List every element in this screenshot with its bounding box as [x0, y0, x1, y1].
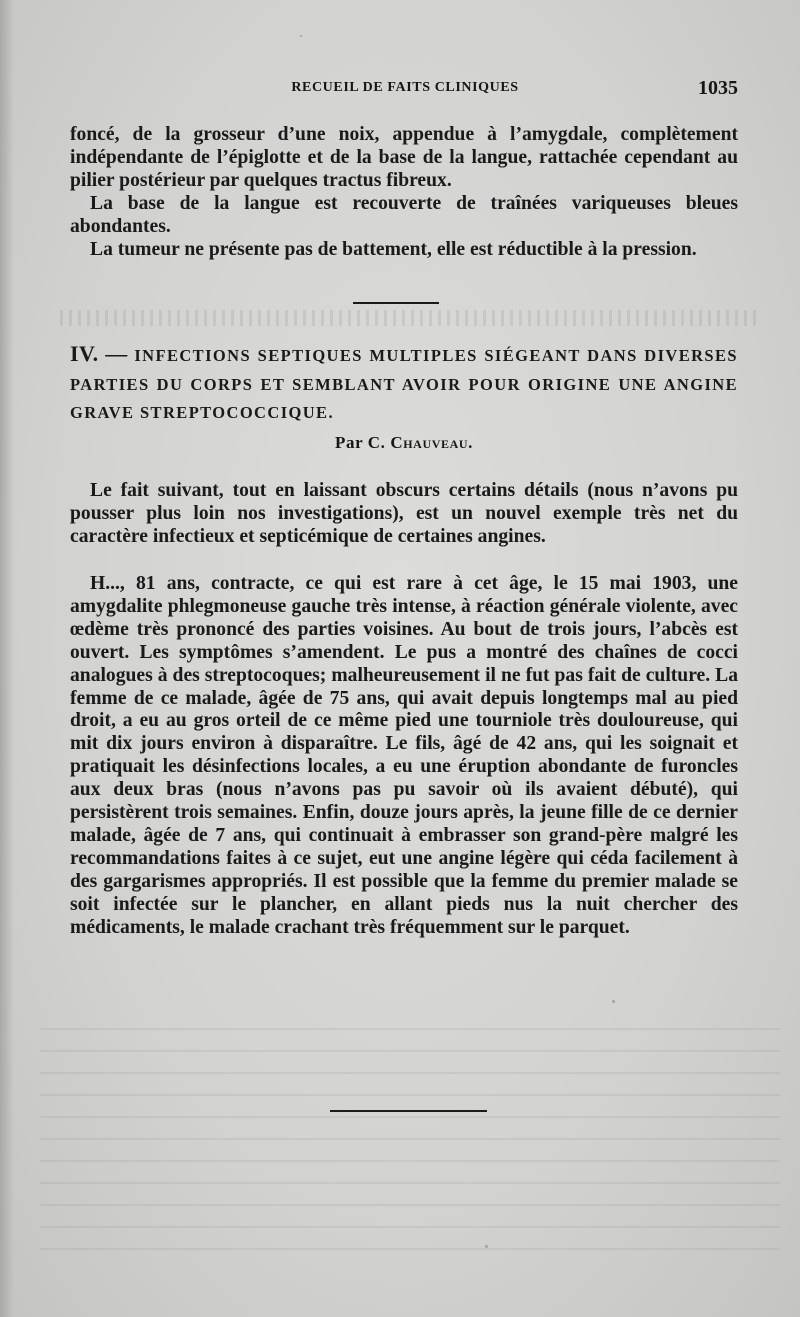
section-numeral: IV. — [70, 341, 99, 366]
dust-speck — [300, 35, 302, 37]
author-name: Chauveau. — [390, 433, 473, 452]
paragraph-text: H..., 81 ans, contracte, ce qui est rare à cet âge, le 15 mai 1903, une amygdalite phlegmoneuse gauche très intense, à réaction générale violente, avec œdème très prononcé des parties voisines. Au bout de trois jours, l’abcès est ouvert. Les symptômes s’amendent. Le pus a montré des chaînes de cocci analogues à des streptocoques; malheureusement il ne fut pas fait de culture. La femme de ce malade, âgée de 75 ans, qui avait depuis longtemps mal au pied droit, a eu au gros orteil de ce même pied une tourniole très douloureuse, qui mit dix jours environ à disparaître. Le fils, âgé de 42 ans, qui les soignait et pratiquait les désinfections locales, a eu une éruption abondante de furoncles aux deux bras (nous n’avons pas pu savoir où ils avaient débuté), qui persistèrent trois semaines. Enfin, douze jours après, la jeune fille de ce dernier malade, âgée de 7 ans, qui continuait à embrasser son grand-père malgré les recommandations faites à ce sujet, eut une angine légère qui céda facilement à des gargarismes appropriés. Il est possible que la femme du premier malade se soit infectée sur le plancher, en allant pieds nus la nuit chercher des médicaments, le malade crachant très fréquemment sur le parquet. — [70, 573, 738, 938]
paragraph-text: La tumeur ne présente pas de battement, elle est réductible à la pression. — [90, 239, 697, 260]
body-paragraph-2 — [70, 573, 738, 940]
section-title — [70, 340, 738, 428]
intro-paragraph-1 — [70, 124, 738, 193]
section-title-text: INFECTIONS SEPTIQUES MULTIPLES SIÉGEANT DANS DIVERSES PARTIES DU CORPS ET SEMBLANT AVOIR POUR ORIGINE UNE ANGINE GRAVE STREPTOCOCCIQUE. — [70, 346, 738, 422]
dust-speck — [485, 1245, 488, 1248]
byline-prefix: Par C. — [335, 433, 386, 452]
paragraph-text: foncé, de la grosseur d’une noix, appendue à l’amygdale, complètement indépendante de l’épiglotte et de la base de la langue, rattachée cependant au pilier postérieur par quelques tractus fibreux. — [70, 124, 738, 191]
page-number: 1035 — [698, 77, 738, 99]
running-head: RECUEIL DE FAITS CLINIQUES — [291, 80, 519, 95]
binding-shadow — [0, 0, 14, 1317]
byline — [70, 433, 738, 453]
end-of-article-rule — [330, 1110, 487, 1112]
section-dash: — — [105, 341, 128, 366]
intro-paragraph-3 — [70, 239, 738, 262]
body-paragraph-1 — [70, 480, 738, 549]
show-through-text — [60, 310, 760, 326]
page-header — [70, 77, 740, 102]
dust-speck — [612, 1000, 615, 1003]
section-separator-rule — [353, 302, 439, 304]
paragraph-text: Le fait suivant, tout en laissant obscurs certains détails (nous n’avons pu pousser plus loin nos investigations), est un nouvel exemple très net du caractère infectieux et septicémique de certaines angines. — [70, 480, 738, 547]
paragraph-text: La base de la langue est recouverte de traînées variqueuses bleues abondantes. — [70, 193, 738, 237]
intro-paragraph-2 — [70, 193, 738, 239]
show-through-text-lower — [40, 1010, 780, 1250]
